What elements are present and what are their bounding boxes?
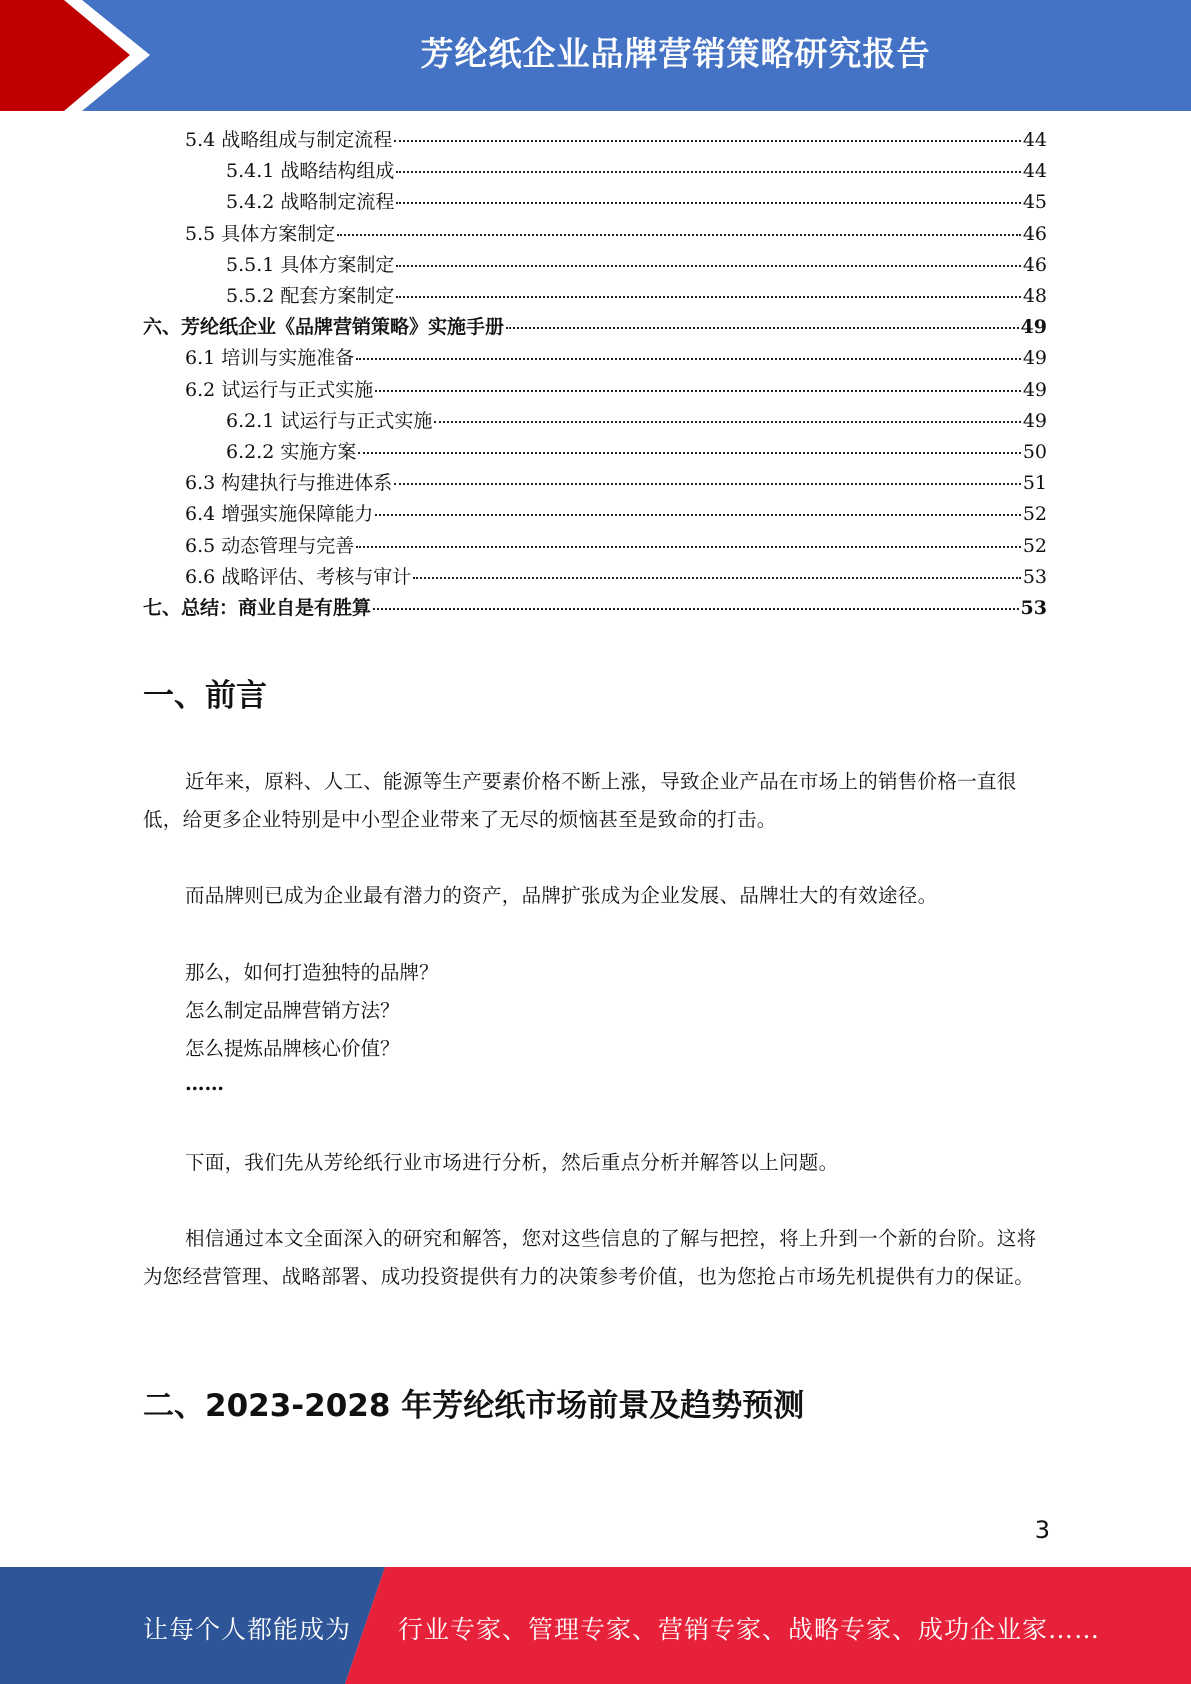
toc-entry[interactable]	[226, 189, 1047, 215]
toc-entry[interactable]	[185, 377, 1047, 403]
report-title: 芳纶纸企业品牌营销策略研究报告	[420, 34, 931, 73]
toc-entry-page: 45	[1022, 191, 1047, 214]
toc-dot-leader	[413, 575, 1021, 579]
toc-entry-page: 49	[1020, 316, 1047, 339]
toc-entry-title: 6.6 战略评估、考核与审计	[185, 565, 412, 588]
toc-entry[interactable]	[185, 470, 1047, 496]
toc-dot-leader	[396, 200, 1020, 204]
footer-banner	[0, 1567, 1191, 1684]
toc-entry[interactable]	[226, 158, 1047, 184]
toc-entry-title: 6.2.1 试运行与正式实施	[226, 409, 433, 432]
toc-dot-leader	[356, 356, 1021, 360]
question-line: 那么，如何打造独特的品牌？	[185, 961, 439, 984]
toc-entry[interactable]	[185, 221, 1047, 247]
toc-entry-page: 44	[1022, 129, 1047, 151]
toc-entry-title: 6.4 增强实施保障能力	[185, 503, 374, 526]
toc-dot-leader	[434, 419, 1020, 423]
toc-entry-title: 6.2 试运行与正式实施	[185, 378, 374, 401]
toc-entry[interactable]	[143, 314, 1047, 340]
toc-entry-page: 46	[1022, 253, 1047, 276]
toc-dot-leader	[506, 325, 1019, 329]
toc-dot-leader	[394, 138, 1021, 142]
toc-entry[interactable]	[226, 283, 1047, 309]
toc-entry-page: 44	[1022, 160, 1047, 183]
toc-dot-leader	[356, 544, 1021, 548]
toc-entry-title: 5.5.2 配套方案制定	[226, 285, 395, 307]
question-line: 怎么提炼品牌核心价值？	[185, 1037, 400, 1060]
paragraph: 近年来，原料、人工、能源等生产要素价格不断上涨，导致企业产品在市场上的销售价格一直很低，给更多企业特别是中小型企业带来了无尽的烦恼甚至是致命的打击。	[143, 770, 1017, 831]
toc-entry-page: 51	[1022, 472, 1047, 495]
toc-entry[interactable]	[185, 533, 1047, 559]
header-banner	[0, 0, 1191, 111]
section-heading-market-forecast: 二、2023-2028 年芳纶纸市场前景及趋势预测	[143, 1388, 805, 1424]
toc-entry-title: 5.4 战略组成与制定流程	[185, 129, 393, 151]
toc-entry-page: 53	[1020, 597, 1047, 619]
toc-entry-title: 6.2.2 实施方案	[226, 441, 357, 463]
toc-entry-title: 六、芳纶纸企业《品牌营销策略》实施手册	[143, 316, 505, 339]
toc-entry-title: 6.3 构建执行与推进体系	[185, 472, 393, 495]
toc-entry-title: 6.1 培训与实施准备	[185, 347, 355, 370]
question-line: 怎么制定品牌营销方法？	[185, 999, 400, 1022]
toc-entry[interactable]	[185, 501, 1047, 527]
ellipsis: ……	[185, 1072, 224, 1095]
toc-entry-page: 50	[1022, 441, 1047, 463]
toc-entry[interactable]	[185, 345, 1047, 371]
toc-dot-leader	[337, 232, 1021, 236]
section-heading-preface: 一、前言	[143, 678, 267, 714]
toc-dot-leader	[375, 388, 1021, 392]
toc-entry-page: 52	[1022, 503, 1047, 526]
toc-dot-leader	[396, 169, 1020, 173]
toc-dot-leader	[396, 263, 1020, 267]
toc-entry[interactable]	[185, 127, 1047, 153]
toc-entry-page: 49	[1022, 378, 1047, 401]
toc-entry-page: 52	[1022, 534, 1047, 557]
paragraph: 而品牌则已成为企业最有潜力的资产，品牌扩张成为企业发展、品牌壮大的有效途径。	[185, 884, 938, 907]
toc-dot-leader	[394, 481, 1021, 485]
toc-dot-leader	[373, 606, 1019, 610]
toc-dot-leader	[375, 512, 1021, 516]
toc-entry[interactable]	[226, 439, 1047, 465]
toc-entry-title: 6.5 动态管理与完善	[185, 534, 355, 557]
toc-entry[interactable]	[226, 252, 1047, 278]
toc-entry-page: 46	[1022, 222, 1047, 245]
toc-entry[interactable]	[226, 408, 1047, 434]
toc-entry-page: 49	[1022, 409, 1047, 432]
toc-dot-leader	[358, 450, 1020, 454]
toc-entry-page: 53	[1022, 565, 1047, 588]
toc-entry-title: 七、总结：商业自是有胜算	[143, 597, 372, 619]
paragraph: 相信通过本文全面深入的研究和解答，您对这些信息的了解与把控，将上升到一个新的台阶。这将为您经营管理、战略部署、成功投资提供有力的决策参考价值，也为您抢占市场先机提供有力的保证。	[143, 1227, 1037, 1288]
page-number: 3	[1034, 1516, 1050, 1544]
toc-entry[interactable]	[185, 564, 1047, 590]
header-arrow-decoration	[0, 0, 170, 111]
toc-dot-leader	[396, 294, 1020, 298]
toc-entry-page: 48	[1022, 285, 1047, 307]
toc-entry[interactable]	[143, 595, 1047, 621]
toc-entry-title: 5.5.1 具体方案制定	[226, 253, 395, 276]
footer-slogan-right: 行业专家、管理专家、营销专家、战略专家、成功企业家……	[398, 1615, 1101, 1644]
toc-entry-page: 49	[1022, 347, 1047, 370]
paragraph: 下面，我们先从芳纶纸行业市场进行分析，然后重点分析并解答以上问题。	[185, 1151, 839, 1174]
toc-entry-title: 5.4.1 战略结构组成	[226, 160, 395, 183]
toc-entry-title: 5.4.2 战略制定流程	[226, 191, 395, 214]
toc-entry-title: 5.5 具体方案制定	[185, 222, 336, 245]
footer-slogan-left: 让每个人都能成为	[143, 1615, 352, 1644]
